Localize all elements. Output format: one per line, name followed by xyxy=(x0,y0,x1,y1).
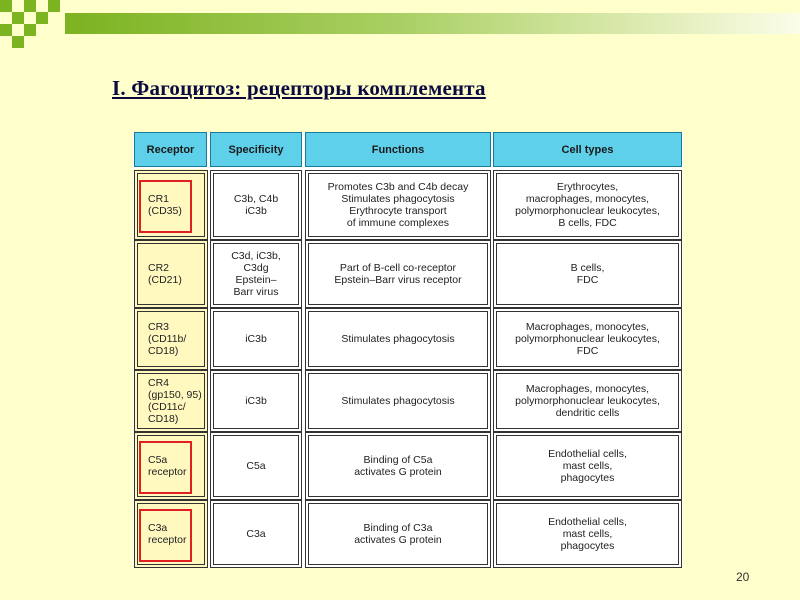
table-row xyxy=(133,432,683,500)
corner-square xyxy=(0,0,12,12)
receptor-cell: CR3 (CD11b/ CD18) xyxy=(137,311,205,367)
functions-cell: Stimulates phagocytosis xyxy=(308,373,488,429)
corner-square xyxy=(36,12,48,24)
receptor-cell: C3a receptor xyxy=(137,503,205,565)
cell-types-cell: B cells, FDC xyxy=(496,243,679,305)
cell-types-cell: Macrophages, monocytes, polymorphonuclear leukocytes, dendritic cells xyxy=(496,373,679,429)
table-row xyxy=(133,370,683,432)
functions-cell: Binding of C3a activates G protein xyxy=(308,503,488,565)
receptor-cell: CR1 (CD35) xyxy=(137,173,205,237)
highlight-box-c5a xyxy=(139,441,192,494)
header-specificity: Specificity xyxy=(210,132,302,167)
specificity-cell: C3d, iC3b, C3dg Epstein– Barr virus xyxy=(213,243,299,305)
highlight-box-cr1 xyxy=(139,180,192,233)
cell-types-cell: Endothelial cells, mast cells, phagocytes xyxy=(496,435,679,497)
slide-title: I. Фагоцитоз: рецепторы комплемента xyxy=(112,76,486,100)
corner-square xyxy=(48,0,60,12)
receptor-table xyxy=(133,132,683,568)
corner-square xyxy=(24,24,36,36)
specificity-cell: C5a xyxy=(213,435,299,497)
specificity-cell: C3b, C4b iC3b xyxy=(213,173,299,237)
receptor-cell: C5a receptor xyxy=(137,435,205,497)
cell-types-cell: Macrophages, monocytes, polymorphonuclear leukocytes, FDC xyxy=(496,311,679,367)
table-row xyxy=(133,240,683,308)
header-functions: Functions xyxy=(305,132,491,167)
table-row xyxy=(133,170,683,240)
receptor-cell: CR2 (CD21) xyxy=(137,243,205,305)
corner-square xyxy=(12,12,24,24)
page-number: 20 xyxy=(736,570,750,584)
specificity-cell: iC3b xyxy=(213,311,299,367)
table-row xyxy=(133,308,683,370)
corner-square xyxy=(12,36,24,48)
header-receptor: Receptor xyxy=(134,132,207,167)
corner-square xyxy=(0,24,12,36)
header-cell-types: Cell types xyxy=(493,132,682,167)
corner-square xyxy=(24,0,36,12)
functions-cell: Binding of C5a activates G protein xyxy=(308,435,488,497)
cell-types-cell: Endothelial cells, mast cells, phagocytes xyxy=(496,503,679,565)
functions-cell: Stimulates phagocytosis xyxy=(308,311,488,367)
specificity-cell: C3a xyxy=(213,503,299,565)
highlight-box-c3a xyxy=(139,509,192,562)
functions-cell: Promotes C3b and C4b decay Stimulates phagocytosis Erythrocyte transport of immune complexes xyxy=(308,173,488,237)
header-gradient-bar xyxy=(65,13,800,34)
table-row xyxy=(133,500,683,568)
functions-cell: Part of B-cell co-receptor Epstein–Barr virus receptor xyxy=(308,243,488,305)
cell-types-cell: Erythrocytes, macrophages, monocytes, polymorphonuclear leukocytes, B cells, FDC xyxy=(496,173,679,237)
specificity-cell: iC3b xyxy=(213,373,299,429)
receptor-cell: CR4 (gp150, 95) (CD11c/ CD18) xyxy=(137,373,205,429)
